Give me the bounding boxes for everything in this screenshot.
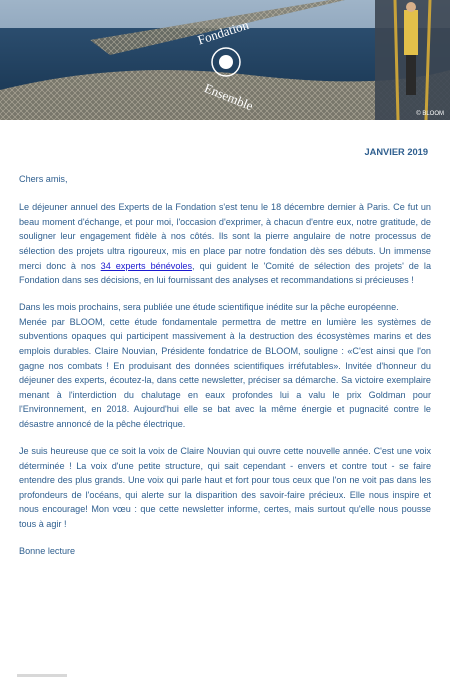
photo-credit: © BLOOM bbox=[416, 111, 444, 117]
fondation-ensemble-logo bbox=[178, 14, 274, 114]
header-banner bbox=[0, 0, 450, 120]
greeting: Chers amis, bbox=[19, 173, 68, 184]
paragraph-study-intro: Dans les mois prochains, sera publiée une étude scientifique inédite sur la pêche européenne. bbox=[19, 302, 399, 313]
experts-link[interactable]: 34 experts bénévoles bbox=[100, 260, 193, 271]
divider bbox=[17, 674, 67, 677]
paragraph-study: Menée par BLOOM, cette étude fondamentale permettra de mettre en lumière les systèmes de subventions opaques qui participent massivement à la destruction des écosystèmes marins et des emplois durables. Claire Nouvian, Présidente fondatrice de BLOOM, souligne : «C'est ainsi que l'on gagne nos combats ! En produisant des données scientifiques irréfutables». Invitée d'honneur du déjeuner des experts, écoutez-la, dans cette newsletter, préciser sa démarche. Sa victoire exemplaire menant à l'interdiction du chalutage en eaux profondes lui a valu le prix Goldman pour l'Environnement, en 2018. Aujourd'hui elle se bat avec la même énergie et pugnacité contre le désastre annoncé de la pêche électrique. bbox=[19, 316, 431, 429]
svg-text:Ensemble: Ensemble bbox=[202, 80, 256, 114]
paragraph-experts: Le déjeuner annuel des Experts de la Fondation s'est tenu le 18 décembre dernier à Paris. Ce fut un beau moment d'échange, et pour moi, l'occasion d'exprimer, à chacun d'entre eux, notre gratitude, de souligner leur engagement fidèle à nos côtés. Ils sont la pierre angulaire de notre processus de sélection des projets ultra rigoureux, mis en place par notre fondation dès ses débuts. Un immense merci donc à nos 34 experts bénévoles, qui guident le 'Comité de sélection des projets' de la Fondation dans ses décisions, en lui fournissant des analyses et recommandations si précieuses ! bbox=[19, 202, 431, 286]
paragraph-voice: Je suis heureuse que ce soit la voix de Claire Nouvian qui ouvre cette nouvelle année. C'est une voix déterminée ! La voix d'une petite structure, qui sait cependant - envers et contre tout - se faire entendre des plus grands. Une voix qui parle haut et fort pour tous ceux que l'on ne voit pas dans les profondeurs de l'océans, qui alerte sur la disparition des savoir-faire précieux. Elle nous inspire et nous encourage! Mon vœu : que cette newsletter informe, certes, mais surtout qu'elle nous pousse tous à agir ! bbox=[19, 446, 431, 530]
closing: Bonne lecture bbox=[19, 546, 76, 557]
newsletter-date: JANVIER 2019 bbox=[364, 147, 428, 157]
newsletter-body bbox=[0, 145, 450, 559]
svg-text:Fondation: Fondation bbox=[195, 16, 251, 48]
